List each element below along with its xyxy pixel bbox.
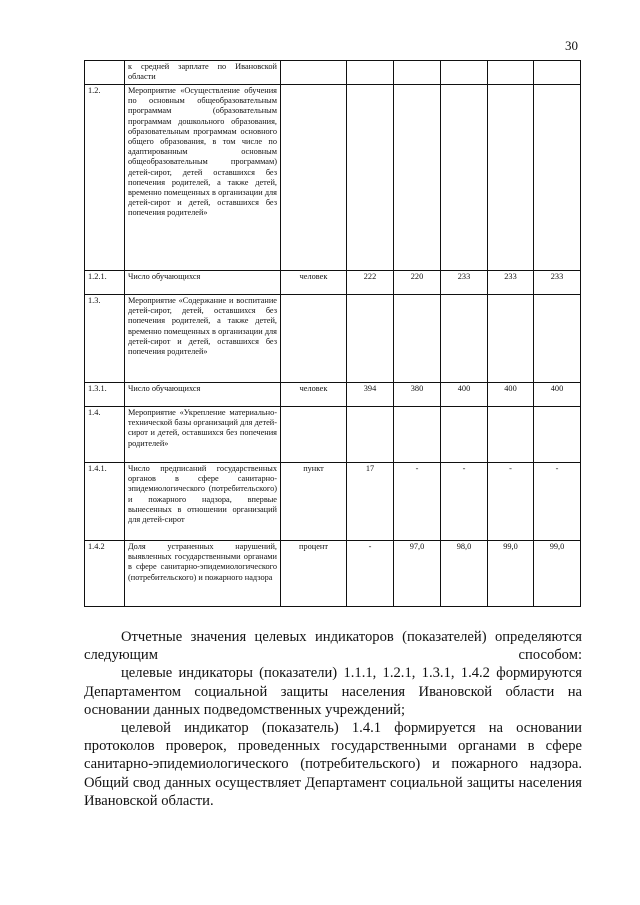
row-number: 1.3.1. (85, 383, 125, 407)
row-number: 1.2. (85, 85, 125, 271)
row-number: 1.4. (85, 407, 125, 463)
row-value-3 (441, 407, 488, 463)
row-value-1 (347, 61, 394, 85)
paragraph-indicator-141: целевой индикатор (показатель) 1.4.1 формируется на основании протоколов проверок, проведенных государственными органами в сфере санитарно-эпидемиологического (потребительского) и пожарного надзора. Общий свод данных осуществляет Департамент социальной защиты населения Ивановской области. (84, 720, 582, 809)
row-description: Число обучающихся (125, 271, 281, 295)
row-description: к средней зарплате по Ивановской области (125, 61, 281, 85)
row-value-4: 400 (488, 383, 534, 407)
row-value-5 (534, 85, 581, 271)
row-value-3: 98,0 (441, 541, 488, 607)
row-value-3 (441, 85, 488, 271)
table-row (85, 271, 581, 295)
table-row (85, 463, 581, 541)
row-value-4: 233 (488, 271, 534, 295)
table-row (85, 541, 581, 607)
row-value-2: 97,0 (394, 541, 441, 607)
row-value-5: 99,0 (534, 541, 581, 607)
row-value-5 (534, 61, 581, 85)
row-value-5: 400 (534, 383, 581, 407)
row-unit: пункт (281, 463, 347, 541)
row-value-3: 400 (441, 383, 488, 407)
row-value-5 (534, 295, 581, 383)
row-value-2 (394, 85, 441, 271)
row-description: Доля устраненных нарушений, выявленных государственными органами в сфере санитарно-эпидемиологического (потребительского) и пожарного надзора (125, 541, 281, 607)
row-value-4 (488, 295, 534, 383)
row-value-1 (347, 407, 394, 463)
row-unit (281, 61, 347, 85)
row-value-4 (488, 407, 534, 463)
row-value-1 (347, 295, 394, 383)
row-number (85, 61, 125, 85)
row-unit (281, 295, 347, 383)
row-description: Мероприятие «Содержание и воспитание детей-сирот, детей, оставшихся без попечения родителей, а также детей, временно помещенных в организации для детей-сирот и детей, оставшихся без попечения родителей» (125, 295, 281, 383)
page-number: 30 (565, 38, 578, 53)
row-value-4: 99,0 (488, 541, 534, 607)
row-unit (281, 407, 347, 463)
row-value-1 (347, 85, 394, 271)
row-value-1: 17 (347, 463, 394, 541)
row-description: Мероприятие «Укрепление материально-технической базы организаций для детей-сирот и детей, оставшихся без попечения родителей» (125, 407, 281, 463)
row-unit: человек (281, 383, 347, 407)
row-unit: человек (281, 271, 347, 295)
row-value-3: - (441, 463, 488, 541)
row-value-2 (394, 407, 441, 463)
row-number: 1.4.1. (85, 463, 125, 541)
row-value-5: - (534, 463, 581, 541)
row-value-5 (534, 407, 581, 463)
row-value-2 (394, 295, 441, 383)
row-value-4 (488, 85, 534, 271)
row-unit (281, 85, 347, 271)
table-row (85, 383, 581, 407)
table-row (85, 61, 581, 85)
row-value-2: 380 (394, 383, 441, 407)
paragraph-reporting-method: Отчетные значения целевых индикаторов (показателей) определяются следующим способом: (84, 629, 582, 664)
row-description: Мероприятие «Осуществление обучения по основным общеобразовательным программам (образовательным программам дошкольного образования, образовательным программам основного общего образования, в том числе по адаптированным основным общеобразовательным программам) детей-сирот, детей оставшихся без попечения родителей, а также детей, временно помещенных в организации для детей-сирот и детей, оставшихся без попечения родителей» (125, 85, 281, 271)
paragraph-indicators-formation: целевые индикаторы (показатели) 1.1.1, 1.2.1, 1.3.1, 1.4.2 формируются Департаментом социальной защиты населения Ивановской области на основании данных подведомственных учреждений; (84, 665, 582, 718)
row-value-5: 233 (534, 271, 581, 295)
table-row (85, 295, 581, 383)
indicator-table (84, 60, 581, 607)
row-number: 1.3. (85, 295, 125, 383)
row-number: 1.4.2 (85, 541, 125, 607)
row-value-3: 233 (441, 271, 488, 295)
table-row (85, 407, 581, 463)
row-description: Число обучающихся (125, 383, 281, 407)
body-text (84, 628, 582, 810)
row-value-4: - (488, 463, 534, 541)
row-value-2 (394, 61, 441, 85)
row-value-4 (488, 61, 534, 85)
row-number: 1.2.1. (85, 271, 125, 295)
row-description: Число предписаний государственных органов в сфере санитарно-эпидемиологического (потребительского) и пожарного надзора, впервые вынесенных в отношении организаций для детей-сирот (125, 463, 281, 541)
row-value-1: 394 (347, 383, 394, 407)
row-value-2: - (394, 463, 441, 541)
row-value-3 (441, 295, 488, 383)
row-value-2: 220 (394, 271, 441, 295)
row-value-3 (441, 61, 488, 85)
row-unit: процент (281, 541, 347, 607)
row-value-1: 222 (347, 271, 394, 295)
table-row (85, 85, 581, 271)
row-value-1: - (347, 541, 394, 607)
